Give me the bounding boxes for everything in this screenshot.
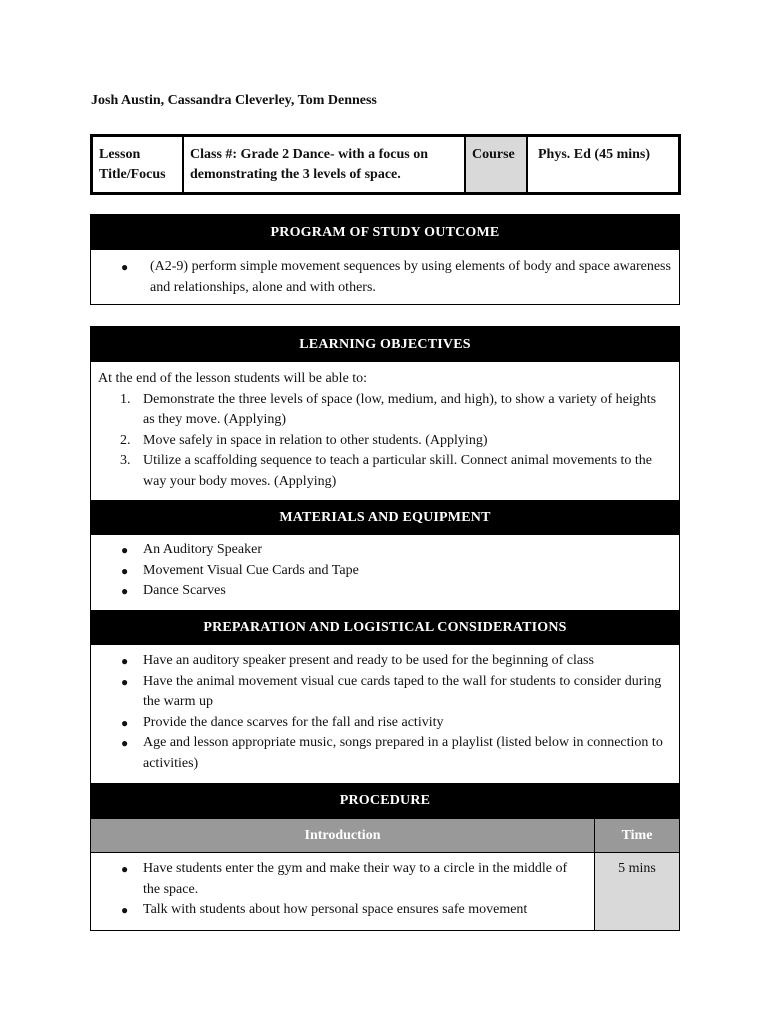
program-outcome-item: ● (A2-9) perform simple movement sequences by using elements of body and space awareness and relationships, alone and with others. xyxy=(99,257,671,298)
program-outcome-header: PROGRAM OF STUDY OUTCOME xyxy=(91,215,679,250)
program-outcome-section xyxy=(90,214,680,305)
preparation-item: ● Provide the dance scarves for the fall and rise activity xyxy=(99,713,671,734)
introduction-time: 5 mins xyxy=(595,853,679,930)
introduction-row xyxy=(91,852,679,930)
lesson-title-label: Lesson Title/Focus xyxy=(93,137,184,192)
objective-item: 3. Utilize a scaffolding sequence to teach a particular skill. Connect animal movements to the way your body moves. (Applying) xyxy=(120,453,653,489)
preparation-item: ● Have an auditory speaker present and ready to be used for the beginning of class xyxy=(99,651,671,672)
course-value: Phys. Ed (45 mins) xyxy=(538,147,651,162)
time-column-header: Time xyxy=(595,819,679,852)
preparation-header: PREPARATION AND LOGISTICAL CONSIDERATIONS xyxy=(91,610,679,645)
material-item: ● Dance Scarves xyxy=(99,581,671,602)
introduction-item: ● Have students enter the gym and make their way to a circle in the middle of the space. xyxy=(99,859,586,900)
introduction-item: ● Talk with students about how personal space ensures safe movement xyxy=(99,900,586,921)
material-item: ● Movement Visual Cue Cards and Tape xyxy=(99,561,671,582)
materials-header: MATERIALS AND EQUIPMENT xyxy=(91,500,679,535)
learning-objectives-header: LEARNING OBJECTIVES xyxy=(91,327,679,362)
preparation-item: ● Have the animal movement visual cue cards taped to the wall for students to consider during the warm up xyxy=(99,672,671,713)
procedure-header: PROCEDURE xyxy=(91,783,679,818)
objective-item: 2. Move safely in space in relation to other students. (Applying) xyxy=(120,432,488,448)
objective-item: 1. Demonstrate the three levels of space (low, medium, and high), to show a variety of heights as they move. (Applying) xyxy=(120,391,657,427)
authors: Josh Austin, Cassandra Cleverley, Tom Denness xyxy=(91,93,377,108)
lesson-plan-body xyxy=(90,326,680,931)
introduction-column-header: Introduction xyxy=(91,819,595,852)
material-item: ● An Auditory Speaker xyxy=(99,540,671,561)
preparation-item: ● Age and lesson appropriate music, songs prepared in a playlist (listed below in connection to activities) xyxy=(99,733,671,774)
objectives-intro: At the end of the lesson students will be able to: xyxy=(98,371,368,386)
lesson-class-text: Class #: Grade 2 Dance- with a focus on demonstrating the 3 levels of space. xyxy=(184,137,466,192)
course-label: Course xyxy=(466,137,528,192)
procedure-table-header xyxy=(91,818,679,852)
lesson-info-table xyxy=(90,134,681,195)
